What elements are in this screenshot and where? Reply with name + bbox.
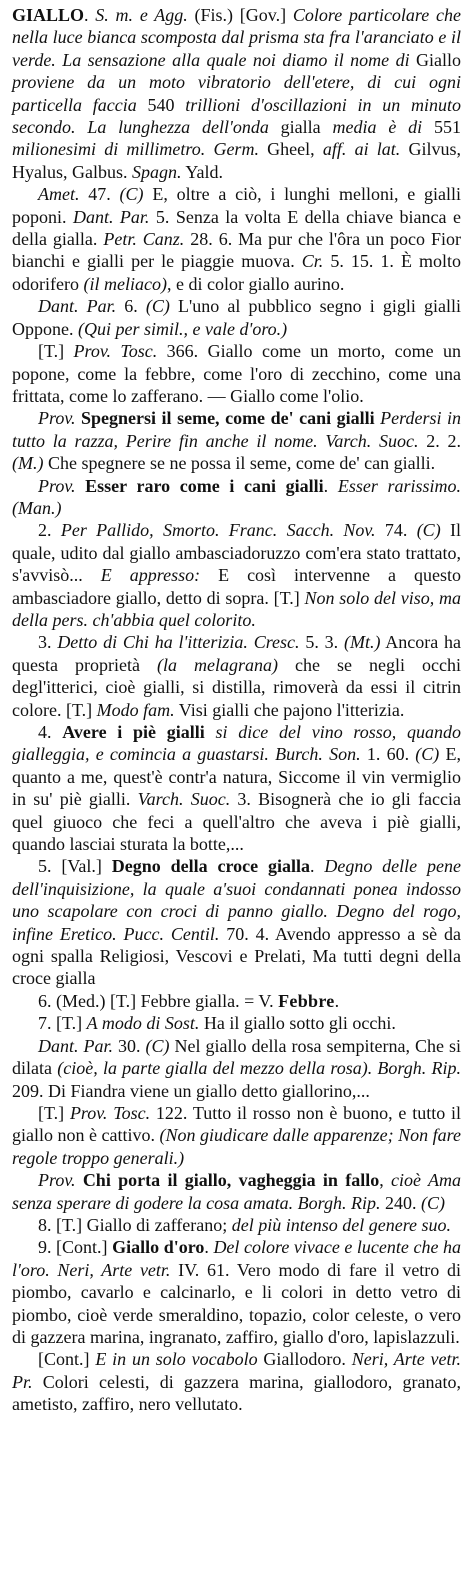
entry-paragraph	[12, 990, 461, 1012]
plain-text: [Cont.]	[38, 1349, 96, 1370]
italic-text: Dant. Par.	[38, 296, 117, 317]
plain-text: 551	[422, 117, 461, 138]
italic-text: media è di	[332, 117, 423, 138]
plain-text: .	[323, 475, 338, 496]
entry-paragraph	[12, 721, 461, 855]
plain-text: Il quale, udito dal giallo ambasciadoruzzo com'era stato trattato, s'avvisò...	[12, 520, 462, 586]
plain-text: Visi gialli che pajono l'itterizia.	[174, 699, 405, 720]
plain-text: IV. 61. Vero modo di fare il vetro di piombo, cavarlo e calcinarlo, e li colori in detto vetro di piombo, cioè verde smeraldino, topazio, color celeste, o vero di gazzera marina, ingranato, zaffiro, giallo d'oro, lapislazzuli.	[12, 1259, 461, 1347]
plain-text: 28. 6. Ma pur che l'ôra un poco Fior bianchi e gialli per le piaggie muova.	[12, 229, 461, 272]
plain-text: 3. Bisognerà che io gli faccia quel giuoco che feci a quell'altro che aveva i piè gialli, quando lasciai sturata la botte,...	[12, 789, 461, 855]
plain-text: 6. (Med.) [T.] Febbre gialla. = V.	[38, 990, 279, 1011]
plain-text: 1. 60.	[360, 744, 416, 765]
bold-phrase: Chi porta il giallo, vagheggia in fallo	[75, 1170, 380, 1191]
plain-text: 122. Tutto il rosso non è buono, e tutto il giallo non è cattivo.	[12, 1102, 461, 1146]
italic-text: Perdersi in tutto la razza, Perire fin anche il nome. Varch. Suoc.	[12, 408, 461, 451]
plain-text: 8. [T.] Giallo di zafferano;	[38, 1214, 232, 1235]
italic-text: (Mt.)	[343, 632, 381, 653]
italic-text: (Non giudicare dalle apparenze; Non fare regole troppo generali.)	[12, 1125, 461, 1168]
italic-text: (M.)	[12, 453, 44, 474]
italic-text: E appresso:	[100, 565, 201, 586]
italic-text: Spagn.	[132, 161, 182, 182]
entry-paragraph	[12, 340, 461, 407]
italic-text: Degno delle pene dell'inquisizione, la quale a'suoi condannati ponea indosso uno scapolare con croci di panno giallo. Degno del rogo, infine Eretico. Pucc. Centil.	[12, 856, 462, 944]
italic-text: Colore particolare che nella luce bianca scomposta dal prisma sta fra l'aranciato e il verde. La sensazione alla quale noi diamo il nome di	[12, 5, 461, 70]
plain-text: 2.	[38, 520, 61, 541]
plain-text: .	[84, 5, 96, 25]
italic-text: (cioè, la parte gialla del mezzo della rosa). Borgh. Rip.	[57, 1058, 462, 1079]
bold-phrase: GIALLO	[12, 5, 85, 25]
italic-text: trillioni d'oscillazioni in un minuto secondo. La lunghezza dell'onda	[12, 94, 462, 138]
plain-text: L'uno al pubblico segno i gigli gialli Oppone.	[12, 296, 462, 339]
plain-text: E, oltre a ciò, i lunghi melloni, e gialli poponi.	[12, 184, 461, 227]
italic-text: Detto di Chi ha l'itterizia. Cresc.	[57, 632, 300, 653]
italic-text: (Qui per simil., e vale d'oro.)	[78, 318, 288, 339]
italic-text: milionesimi di millimetro. Germ.	[12, 139, 259, 160]
italic-text: Esser rarissimo. (Man.)	[12, 475, 461, 518]
plain-text: 5. Senza la volta E della chiave bianca e della gialla.	[12, 206, 461, 250]
plain-text: 7. [T.]	[38, 1013, 87, 1034]
entry-paragraph	[12, 1214, 461, 1236]
entry-paragraph	[12, 1102, 461, 1169]
cross-reference: Febbre	[278, 990, 335, 1011]
plain-text: 70. 4. Avendo appresso a sè da ogni spalla Religiosi, Vescovi e Prelati, Ma tutti degni della croce gialla	[12, 923, 461, 989]
entry-paragraph	[12, 295, 461, 340]
plain-text: Colori celesti, di gazzera marina, giallodoro, granato, ametisto, zaffiro, nero vellutato.	[12, 1371, 461, 1415]
plain-text: 3.	[38, 632, 58, 653]
italic-text: Non solo del viso, ma della pers. ch'abbia quel colorito.	[12, 587, 461, 630]
plain-text: 240.	[380, 1192, 421, 1213]
italic-text: (C)	[420, 1192, 445, 1213]
italic-text: cioè Ama senza sperare di godere la cosa amata. Borgh. Rip.	[12, 1170, 461, 1213]
plain-text: Giallo	[409, 49, 461, 70]
plain-text: 540	[136, 94, 186, 115]
italic-text: Prov. Tosc.	[69, 1102, 151, 1123]
italic-text: Neri, Arte vetr. Pr.	[12, 1349, 462, 1392]
plain-text: Yald.	[181, 161, 224, 182]
plain-text: 30.	[113, 1035, 146, 1056]
italic-text: (C)	[119, 184, 144, 205]
entry-paragraph	[12, 631, 461, 721]
italic-text: Amet.	[38, 184, 80, 205]
plain-text: .	[309, 856, 325, 877]
plain-text: 74.	[375, 520, 417, 541]
italic-text: si dice del vino rosso, quando gialleggia, e comincia a guastarsi. Burch. Son.	[12, 722, 462, 765]
italic-text: Modo fam.	[96, 699, 175, 720]
plain-text: 4.	[38, 722, 63, 742]
entry-paragraph	[12, 1348, 461, 1415]
italic-text: (il meliaco)	[83, 273, 167, 294]
italic-text: (C)	[416, 520, 441, 541]
italic-text: Del colore vivace e lucente che ha l'oro. Neri, Arte vetr.	[12, 1237, 462, 1280]
italic-text: Prov.	[38, 408, 76, 429]
entry-paragraph	[12, 1169, 461, 1214]
italic-text: (C)	[145, 1035, 170, 1056]
italic-text: Cr.	[301, 251, 324, 272]
entry-paragraph	[12, 1236, 461, 1348]
entry-paragraph	[12, 183, 461, 295]
bold-phrase: Esser raro come i cani gialli	[75, 475, 324, 496]
entry-paragraph	[12, 1012, 461, 1034]
italic-text: Varch. Suoc.	[137, 789, 231, 810]
plain-text: 366. Giallo come un morto, come un popone, come la febbre, come l'oro di zecchino, come una frittata, come lo zafferano. — Giallo come l'olio.	[12, 341, 461, 406]
plain-text: 5. 15. 1. È molto odorifero	[12, 251, 461, 294]
plain-text: [T.]	[38, 341, 74, 362]
italic-text: Dant. Par.	[72, 206, 150, 227]
italic-text: Per Pallido, Smorto. Franc. Sacch. Nov.	[60, 520, 376, 541]
entry-paragraph	[12, 855, 461, 989]
plain-text: , e di color giallo aurino.	[166, 273, 345, 294]
plain-text: Che spegnere se ne possa il seme, come de' can gialli.	[43, 453, 436, 474]
bold-phrase: Spegnersi il seme, come de' cani gialli	[75, 408, 375, 429]
plain-text: 5. [Val.]	[38, 856, 112, 877]
italic-text: Prov.	[38, 475, 76, 496]
plain-text: Gheel,	[258, 139, 323, 160]
bold-phrase: Giallo d'oro	[112, 1237, 205, 1258]
plain-text: gialla	[268, 117, 333, 138]
entry-paragraph	[12, 407, 461, 474]
italic-text: S. m. e Agg.	[95, 5, 188, 25]
italic-text: (C)	[415, 744, 440, 765]
italic-text: E in un solo vocabolo	[95, 1349, 258, 1370]
bold-phrase: Degno della croce gialla	[111, 856, 310, 877]
plain-text: 47.	[79, 184, 120, 205]
plain-text: Giallodoro.	[257, 1349, 352, 1370]
plain-text: 9. [Cont.]	[38, 1237, 113, 1258]
entry-paragraph	[12, 475, 461, 520]
italic-text: Dant. Par.	[38, 1035, 114, 1056]
plain-text: ,	[379, 1170, 392, 1191]
italic-text: (C)	[145, 296, 170, 317]
plain-text: (Fis.) [Gov.]	[187, 5, 293, 25]
plain-text: [T.]	[38, 1102, 70, 1123]
dictionary-entry-giallo	[12, 4, 461, 1416]
italic-text: Prov.	[38, 1170, 76, 1191]
italic-text: aff. ai lat.	[322, 139, 401, 160]
plain-text: Gilvus, Hyalus, Galbus.	[12, 139, 461, 182]
plain-text: 5. 3.	[299, 632, 344, 653]
entry-paragraph	[12, 1035, 461, 1102]
italic-text: Prov. Tosc.	[73, 341, 158, 362]
plain-text: .	[334, 990, 340, 1011]
italic-text: (la melagrana)	[156, 654, 278, 675]
plain-text: Ha il giallo sotto gli occhi.	[199, 1013, 396, 1034]
plain-text: Ancora ha questa proprietà	[12, 632, 462, 675]
plain-text: E, quanto a me, quest'è contr'a natura, Siccome il vin vermiglio in su' piè gialli.	[12, 744, 461, 810]
plain-text: 2. 2.	[418, 430, 462, 451]
italic-text: Petr. Canz.	[103, 229, 185, 250]
italic-text: del più intenso del genere suo.	[231, 1214, 452, 1235]
italic-text: proviene da un moto vibratorio dell'etere, di cui ogni particella faccia	[12, 72, 461, 115]
plain-text: che se negli occhi degl'itterici, cioè gialli, si distilla, rimoverà da essi il citrin colore. [T.]	[12, 654, 461, 720]
plain-text: 6.	[116, 296, 146, 317]
plain-text: E così intervenne a questo ambasciadore giallo, detto di sopra. [T.]	[12, 565, 461, 608]
plain-text: 209. Di Fiandra viene un giallo detto giallorino,...	[12, 1080, 370, 1101]
plain-text: Nel giallo della rosa sempiterna, Che si dilata	[12, 1035, 461, 1079]
bold-phrase: Avere i piè gialli	[62, 722, 205, 742]
italic-text: A modo di Sost.	[86, 1013, 200, 1034]
entry-paragraph	[12, 4, 461, 183]
plain-text: .	[204, 1237, 214, 1258]
entry-paragraph	[12, 519, 461, 631]
